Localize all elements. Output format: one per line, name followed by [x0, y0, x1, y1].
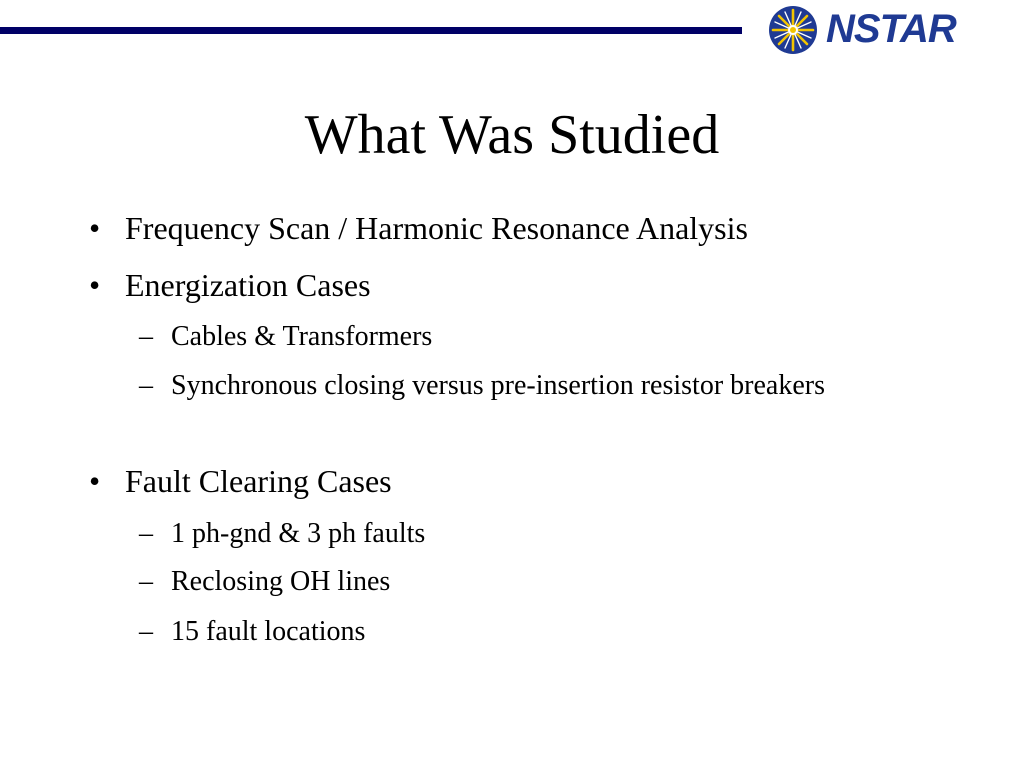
sub-bullet-text: Reclosing OH lines — [171, 566, 391, 597]
sub-bullet-marker: – — [139, 566, 153, 597]
sub-bullet-item — [139, 562, 891, 602]
slide-title: What Was Studied — [304, 104, 720, 166]
bullet-item — [89, 208, 748, 248]
bullet-text: Fault Clearing Cases — [125, 463, 392, 499]
sub-bullet-text: Synchronous closing versus pre-insertion resistor breakers — [171, 370, 825, 401]
sub-bullet-item — [139, 366, 891, 406]
bullet-text: Energization Cases — [125, 267, 371, 303]
bullet-item — [89, 265, 371, 305]
bullet-item — [89, 461, 392, 501]
bullet-marker: • — [89, 210, 101, 246]
sub-bullet-item — [139, 514, 891, 554]
sub-bullet-item — [139, 317, 891, 357]
sub-bullet-text: 15 fault locations — [171, 616, 366, 647]
sub-bullet-marker: – — [139, 616, 153, 647]
sub-bullet-text: 1 ph-gnd & 3 ph faults — [171, 518, 426, 549]
bullet-marker: • — [89, 267, 101, 303]
bullet-text: Frequency Scan / Harmonic Resonance Analysis — [125, 210, 748, 246]
logo-wordmark: NSTAR — [826, 7, 956, 51]
sub-bullet-item — [139, 612, 891, 652]
sub-bullet-marker: – — [139, 370, 153, 401]
sub-bullet-marker: – — [139, 321, 153, 352]
bullet-marker: • — [89, 463, 101, 499]
sub-bullet-marker: – — [139, 518, 153, 549]
sub-bullet-text: Cables & Transformers — [171, 321, 433, 352]
